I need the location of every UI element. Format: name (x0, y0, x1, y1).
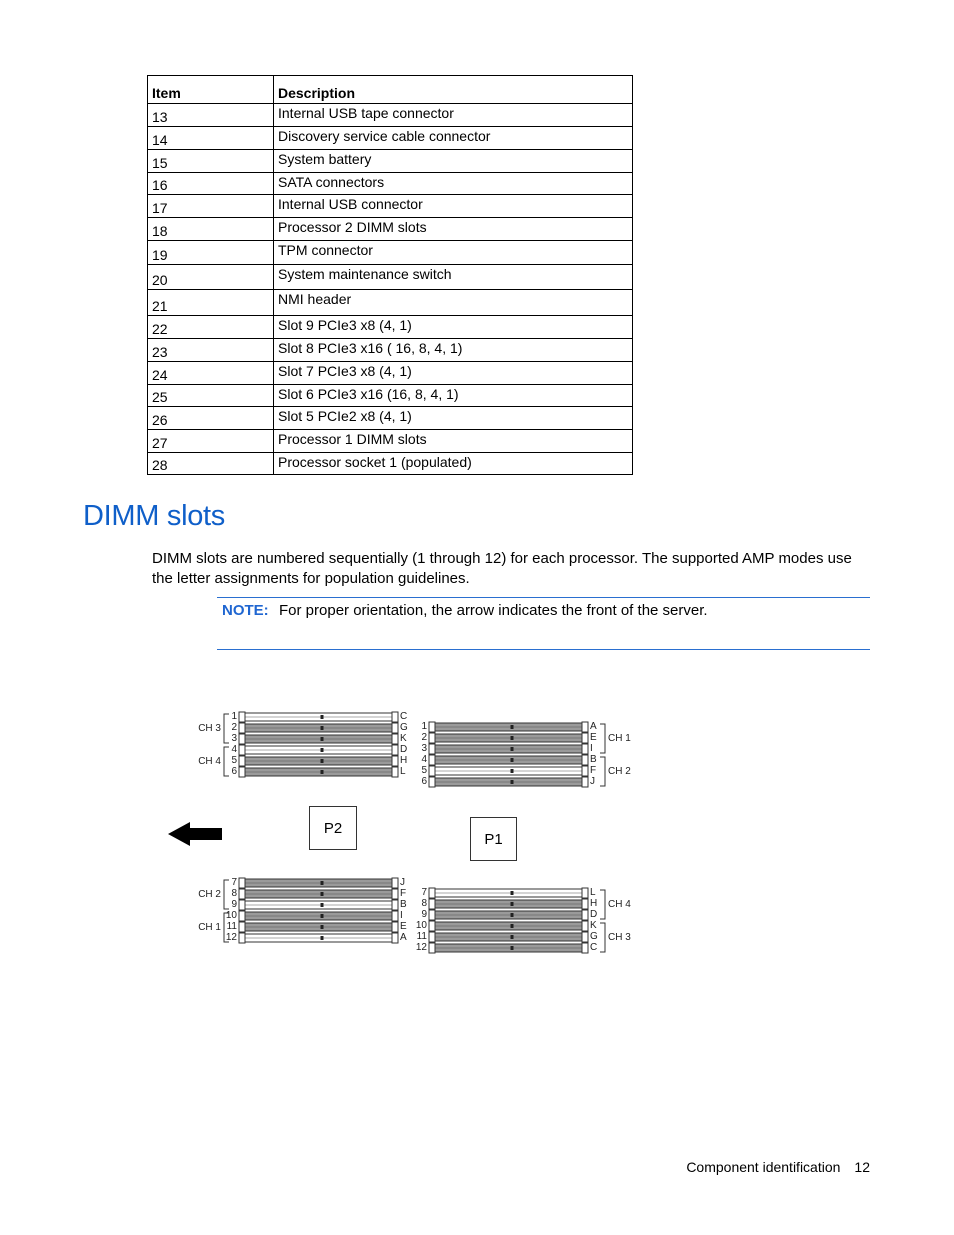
slot-letter: F (400, 888, 407, 899)
slot-number: 11 (416, 931, 427, 942)
dimm-latch (239, 723, 245, 733)
table-row (148, 453, 633, 475)
slot-letter: B (400, 899, 407, 910)
row-description: SATA connectors (274, 173, 633, 195)
dimm-latch (239, 900, 245, 910)
slot-number: 5 (231, 755, 237, 766)
dimm-key (321, 881, 324, 885)
slot-letter: H (400, 755, 408, 766)
row-item: 17 (148, 195, 274, 218)
row-description: Internal USB tape connector (274, 104, 633, 127)
row-item: 15 (148, 150, 274, 173)
row-description: Slot 8 PCIe3 x16 ( 16, 8, 4, 1) (274, 339, 633, 362)
row-description: Slot 5 PCIe2 x8 (4, 1) (274, 407, 633, 430)
channel-bracket (600, 724, 605, 753)
dimm-slot (430, 734, 587, 742)
dimm-slot (240, 923, 397, 931)
slot-number: 7 (231, 877, 237, 888)
dimm-latch (429, 943, 435, 953)
channel-bracket (224, 747, 229, 776)
header-item: Item (148, 76, 274, 104)
table-row (148, 385, 633, 407)
page-footer (686, 1159, 870, 1175)
dimm-latch (582, 943, 588, 953)
dimm-slot (430, 933, 587, 941)
row-item: 23 (148, 339, 274, 362)
slot-letter: D (590, 909, 598, 920)
channel-bracket (224, 880, 229, 909)
dimm-key (511, 769, 514, 773)
dimm-slot (240, 934, 397, 942)
dimm-slot (240, 724, 397, 732)
dimm-slot (430, 900, 587, 908)
channel-label: CH 1 (198, 921, 221, 933)
dimm-slot (430, 756, 587, 764)
dimm-key (511, 780, 514, 784)
dimm-latch (582, 766, 588, 776)
dimm-latch (582, 777, 588, 787)
note-text: For proper orientation, the arrow indicates the front of the server. (279, 602, 708, 619)
slot-number: 4 (421, 754, 427, 765)
dimm-latch (429, 733, 435, 743)
dimm-key (321, 715, 324, 719)
header-description: Description (274, 76, 633, 104)
channel-bracket (224, 714, 229, 743)
row-description: Slot 6 PCIe3 x16 (16, 8, 4, 1) (274, 385, 633, 407)
dimm-key (321, 737, 324, 741)
dimm-key (321, 925, 324, 929)
slot-letter: G (400, 722, 408, 733)
dimm-slot (430, 911, 587, 919)
slot-number: 5 (421, 765, 427, 776)
table-row (148, 241, 633, 265)
dimm-key (511, 902, 514, 906)
body-text: DIMM slots are numbered sequentially (1 through 12) for each processor. The supported AMP modes use the letter assignments for population guidelines. (152, 550, 852, 587)
row-description: Discovery service cable connector (274, 127, 633, 150)
processor-1-label: P1 (484, 830, 503, 848)
slot-letter: A (590, 721, 597, 732)
slot-number: 10 (225, 910, 237, 921)
slot-letter: A (400, 932, 407, 943)
dimm-latch (429, 744, 435, 754)
slot-number: 6 (421, 776, 427, 787)
dimm-latch (392, 889, 398, 899)
table-row (148, 407, 633, 430)
dimm-latch (239, 933, 245, 943)
dimm-latch (582, 888, 588, 898)
dimm-key (511, 747, 514, 751)
dimm-slot (240, 879, 397, 887)
dimm-latch (392, 933, 398, 943)
slot-number: 11 (226, 921, 237, 932)
dimm-latch (239, 922, 245, 932)
dimm-key (321, 748, 324, 752)
dimm-latch (429, 777, 435, 787)
slot-letter: I (400, 910, 403, 921)
row-item: 28 (148, 453, 274, 475)
dimm-latch (429, 888, 435, 898)
table-row (148, 362, 633, 385)
slot-number: 7 (421, 887, 427, 898)
channel-label: CH 3 (198, 722, 221, 734)
row-item: 14 (148, 127, 274, 150)
dimm-latch (392, 745, 398, 755)
dimm-key (511, 946, 514, 950)
slot-letter: E (590, 732, 597, 743)
table-row (148, 173, 633, 195)
channel-bracket (600, 890, 605, 919)
row-item: 26 (148, 407, 274, 430)
channel-bracket (224, 913, 229, 942)
dimm-slot (430, 778, 587, 786)
note-label: NOTE: (222, 602, 269, 619)
channel-bracket (600, 923, 605, 952)
slot-number: 6 (231, 766, 237, 777)
table-row (148, 104, 633, 127)
slot-number: 8 (421, 898, 427, 909)
dimm-key (511, 935, 514, 939)
dimm-slot (430, 767, 587, 775)
dimm-key (321, 759, 324, 763)
dimm-latch (239, 889, 245, 899)
table-row (148, 339, 633, 362)
dimm-slot (240, 901, 397, 909)
dimm-latch (429, 910, 435, 920)
dimm-latch (239, 756, 245, 766)
slot-number: 1 (421, 721, 427, 732)
dimm-latch (582, 899, 588, 909)
dimm-latch (239, 878, 245, 888)
table-row (148, 150, 633, 173)
dimm-slot (240, 735, 397, 743)
slot-letter: C (400, 711, 408, 722)
row-description: Slot 7 PCIe3 x8 (4, 1) (274, 362, 633, 385)
table-body (148, 104, 633, 475)
dimm-latch (392, 878, 398, 888)
slot-letter: K (400, 733, 407, 744)
dimm-key (321, 892, 324, 896)
slot-number: 2 (421, 732, 427, 743)
row-item: 21 (148, 290, 274, 316)
slot-letter: J (400, 877, 405, 888)
table-row (148, 195, 633, 218)
row-description: Processor 2 DIMM slots (274, 218, 633, 241)
table-row (148, 265, 633, 290)
row-item: 18 (148, 218, 274, 241)
slot-letter: K (590, 920, 597, 931)
channel-label: CH 4 (608, 898, 631, 910)
processor-1-box (470, 817, 517, 861)
processor-2-label: P2 (323, 819, 343, 837)
row-description: System battery (274, 150, 633, 173)
section-title: DIMM slots (83, 500, 226, 532)
dimm-slot (430, 922, 587, 930)
table-header-row (148, 76, 633, 104)
dimm-slot (430, 889, 587, 897)
dimm-latch (582, 755, 588, 765)
channel-label: CH 3 (608, 931, 631, 943)
dimm-slot (240, 746, 397, 754)
row-description: Processor socket 1 (populated) (274, 453, 633, 475)
table-row (148, 127, 633, 150)
table-row (148, 290, 633, 316)
dimm-latch (392, 734, 398, 744)
dimm-latch (239, 911, 245, 921)
slot-number: 9 (421, 909, 427, 920)
dimm-latch (582, 910, 588, 920)
dimm-slot (240, 757, 397, 765)
dimm-latch (392, 922, 398, 932)
page-number: 12 (854, 1159, 870, 1175)
dimm-latch (392, 900, 398, 910)
row-item: 19 (148, 241, 274, 265)
dimm-key (511, 725, 514, 729)
dimm-latch (582, 733, 588, 743)
dimm-key (511, 913, 514, 917)
dimm-latch (582, 921, 588, 931)
slot-number: 9 (231, 899, 237, 910)
dimm-latch (239, 712, 245, 722)
processor-2-box (309, 806, 357, 850)
dimm-latch (392, 712, 398, 722)
channel-bracket (600, 757, 605, 786)
dimm-latch (429, 722, 435, 732)
arrow-left-icon (168, 822, 222, 846)
dimm-latch (392, 911, 398, 921)
row-description: Slot 9 PCIe3 x8 (4, 1) (274, 316, 633, 339)
dimm-latch (582, 932, 588, 942)
slot-number: 3 (231, 733, 237, 744)
dimm-slot (240, 713, 397, 721)
slot-number: 3 (421, 743, 427, 754)
channel-label: CH 1 (608, 732, 631, 744)
dimm-key (321, 770, 324, 774)
slot-number: 12 (225, 932, 237, 943)
row-item: 24 (148, 362, 274, 385)
component-table (147, 75, 633, 475)
slot-letter: L (400, 766, 406, 777)
row-description: Processor 1 DIMM slots (274, 430, 633, 453)
slot-number: 10 (415, 920, 427, 931)
dimm-latch (582, 744, 588, 754)
dimm-latch (429, 921, 435, 931)
row-description: NMI header (274, 290, 633, 316)
row-item: 27 (148, 430, 274, 453)
dimm-slot (430, 745, 587, 753)
row-description: System maintenance switch (274, 265, 633, 290)
slot-number: 1 (231, 711, 237, 722)
dimm-latch (392, 723, 398, 733)
note-box (217, 597, 870, 650)
footer-section: Component identification (686, 1159, 841, 1175)
dimm-latch (429, 755, 435, 765)
dimm-key (511, 736, 514, 740)
table-row (148, 430, 633, 453)
dimm-key (321, 726, 324, 730)
dimm-latch (239, 745, 245, 755)
slot-letter: E (400, 921, 407, 932)
dimm-latch (429, 899, 435, 909)
row-item: 16 (148, 173, 274, 195)
row-item: 25 (148, 385, 274, 407)
channel-label: CH 2 (198, 888, 221, 900)
slot-number: 12 (415, 942, 427, 953)
dimm-latch (429, 932, 435, 942)
table-row (148, 218, 633, 241)
slot-letter: I (590, 743, 593, 754)
dimm-latch (392, 767, 398, 777)
slot-number: 8 (231, 888, 237, 899)
row-description: Internal USB connector (274, 195, 633, 218)
slot-letter: D (400, 744, 408, 755)
slot-letter: L (590, 887, 596, 898)
dimm-latch (239, 734, 245, 744)
row-item: 13 (148, 104, 274, 127)
dimm-slot (430, 944, 587, 952)
dimm-key (321, 936, 324, 940)
slot-number: 2 (231, 722, 237, 733)
dimm-latch (429, 766, 435, 776)
row-item: 20 (148, 265, 274, 290)
channel-label: CH 2 (608, 765, 631, 777)
dimm-slot (240, 912, 397, 920)
slot-letter: G (590, 931, 598, 942)
slot-number: 4 (231, 744, 237, 755)
dimm-slot (240, 890, 397, 898)
slot-letter: H (590, 898, 598, 909)
slot-letter: J (590, 776, 595, 787)
row-description: TPM connector (274, 241, 633, 265)
dimm-key (321, 914, 324, 918)
dimm-key (511, 924, 514, 928)
dimm-key (321, 903, 324, 907)
dimm-latch (392, 756, 398, 766)
slot-letter: F (590, 765, 597, 776)
row-item: 22 (148, 316, 274, 339)
dimm-latch (582, 722, 588, 732)
dimm-key (511, 891, 514, 895)
dimm-latch (239, 767, 245, 777)
channel-label: CH 4 (198, 755, 221, 767)
slot-letter: B (590, 754, 597, 765)
dimm-key (511, 758, 514, 762)
table-row (148, 316, 633, 339)
dimm-slot (240, 768, 397, 776)
slot-letter: C (590, 942, 598, 953)
dimm-slot (430, 723, 587, 731)
